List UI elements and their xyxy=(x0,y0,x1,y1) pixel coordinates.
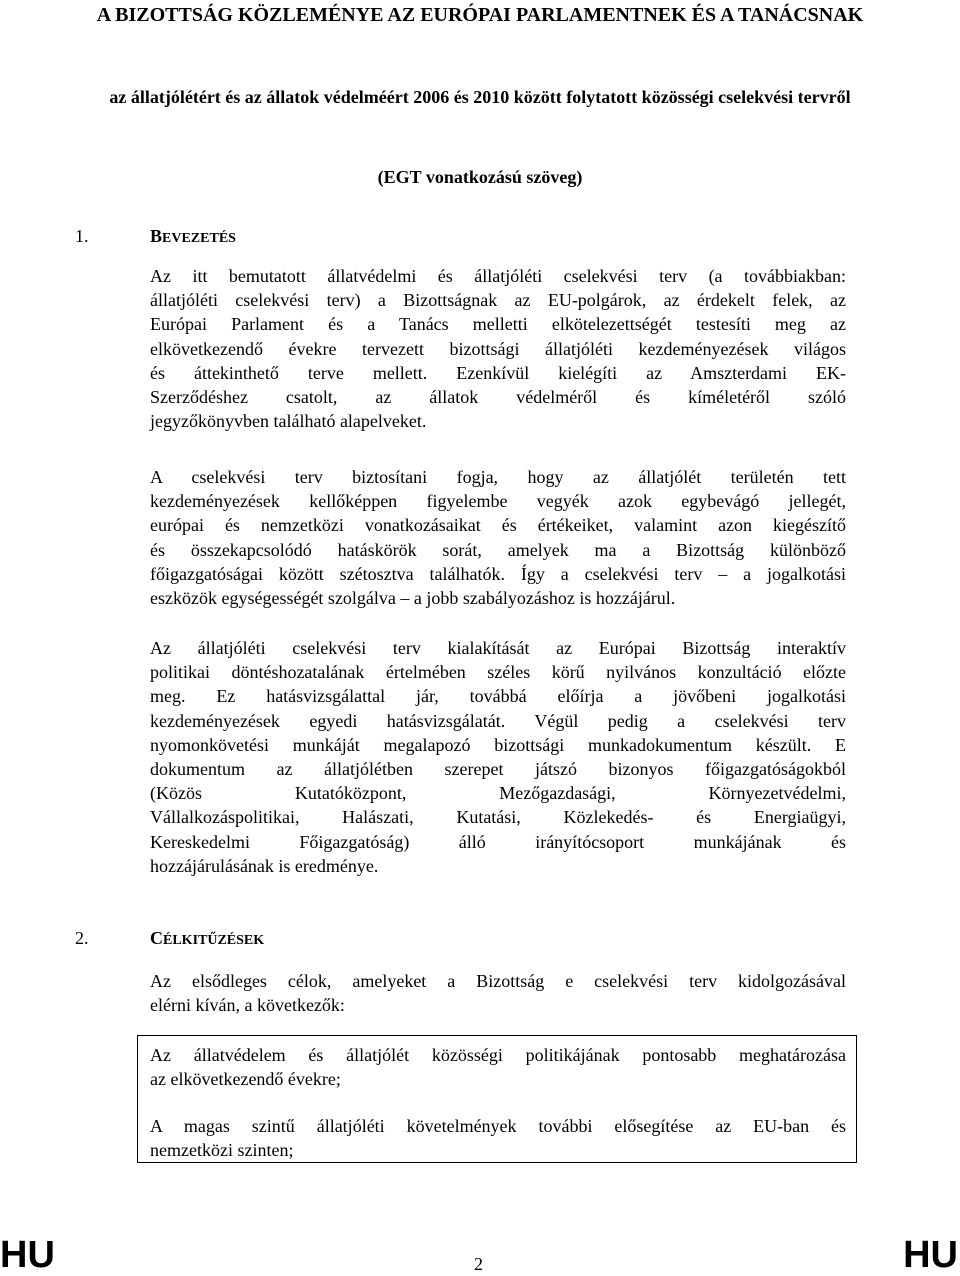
paragraph-line: A magas szintű állatjóléti követelmények további elősegítése az EU-ban és xyxy=(150,1116,846,1136)
section-1-heading xyxy=(150,224,236,251)
section-1-paragraph-2 xyxy=(150,465,846,610)
paragraph-line: Európai Parlament és a Tanács melletti elkötelezettségét testesíti meg az xyxy=(150,314,846,335)
section-1-heading-rest: EVEZETÉS xyxy=(162,231,236,246)
objective-item-2 xyxy=(150,1114,846,1162)
section-1-paragraph-1 xyxy=(150,264,846,433)
document-subtitle: az állatjólétért és az állatok védelméért 2006 és 2010 között folytatott közösségi cselekvési tervről xyxy=(109,87,851,107)
objective-item-1 xyxy=(150,1043,846,1091)
objectives-box xyxy=(137,1035,857,1163)
paragraph-line: politikai döntéshozatalának értelmében széles körű nyilvános konzultáció előzte xyxy=(150,662,846,683)
paragraph-line: Vállalkozáspolitikai, Halászati, Kutatási, Közlekedés- és Energiaügyi, xyxy=(150,807,846,828)
paragraph-line: A cselekvési terv biztosítani fogja, hogy az állatjólét területén tett xyxy=(150,467,846,487)
paragraph-line: Az állatjóléti cselekvési terv kialakítását az Európai Bizottság interaktív xyxy=(150,638,846,658)
paragraph-line: nemzetközi szinten; xyxy=(150,1140,294,1161)
section-1-paragraph-3 xyxy=(150,636,846,878)
section-2-heading-rest: ÉLKITŰZÉSEK xyxy=(163,933,265,948)
paragraph-line: hozzájárulásának is eredménye. xyxy=(150,855,379,876)
paragraph-line: (Közös Kutatóközpont, Mezőgazdasági, Környezetvédelmi, xyxy=(150,783,846,804)
document-title: A BIZOTTSÁG KÖZLEMÉNYE AZ EURÓPAI PARLAMENTNEK ÉS A TANÁCSNAK xyxy=(96,4,864,26)
footer-language-left: HU xyxy=(0,1234,55,1276)
paragraph-line: meg. Ez hatásvizsgálattal jár, továbbá előírja a jövőbeni jogalkotási xyxy=(150,686,846,707)
paragraph-line: állatjóléti cselekvési terv) a Bizottságnak az EU-polgárok, az érdekelt felek, az xyxy=(150,290,846,311)
section-2-heading-initial: C xyxy=(150,928,163,948)
paragraph-line: Szerződéshez csatolt, az állatok védelméről és kíméletéről szóló xyxy=(150,387,846,408)
paragraph-line: és összekapcsolódó hatáskörök sorát, amelyek ma a Bizottság különböző xyxy=(150,539,846,560)
page-number: 2 xyxy=(474,1254,483,1274)
paragraph-line: elkövetkezendő évekre tervezett bizottsági állatjóléti kezdeményezések világos xyxy=(150,338,846,359)
paragraph-line: Az elsődleges célok, amelyeket a Bizottság e cselekvési terv kidolgozásával xyxy=(150,971,846,991)
paragraph-line: Az itt bemutatott állatvédelmi és állatjóléti cselekvési terv (a továbbiakban: xyxy=(150,266,846,286)
paragraph-line: jegyzőkönyvben található alapelveket. xyxy=(150,411,427,432)
section-1-heading-initial: B xyxy=(150,226,163,246)
eea-note: (EGT vonatkozású szöveg) xyxy=(377,167,583,187)
section-2-intro xyxy=(150,969,846,1017)
section-2-heading xyxy=(150,926,264,953)
paragraph-line: európai és nemzetközi vonatkozásaikat és értékeiket, valamint azon kiegészítő xyxy=(150,515,846,536)
paragraph-line: főigazgatóságai között szétosztva találhatók. Így a cselekvési terv – a jogalkotási xyxy=(150,563,846,584)
paragraph-line: és áttekinthető terve mellett. Ezenkívül kielégíti az Amszterdami EK- xyxy=(150,362,846,383)
paragraph-line: az elkövetkezendő évekre; xyxy=(150,1069,341,1090)
paragraph-line: kezdeményezések egyedi hatásvizsgálatát. Végül pedig a cselekvési terv xyxy=(150,710,846,731)
paragraph-line: nyomonkövetési munkáját megalapozó bizottsági munkadokumentum készült. E xyxy=(150,734,846,755)
footer-language-right: HU xyxy=(903,1234,958,1276)
paragraph-line: eszközök egységességét szolgálva – a jobb szabályozáshoz is hozzájárul. xyxy=(150,588,676,609)
section-2-number: 2. xyxy=(75,928,89,948)
paragraph-line: elérni kíván, a következők: xyxy=(150,995,345,1016)
paragraph-line: Az állatvédelem és állatjólét közösségi politikájának pontosabb meghatározása xyxy=(150,1045,846,1065)
paragraph-line: kezdeményezések kellőképpen figyelembe vegyék azok egybevágó jellegét, xyxy=(150,491,846,512)
paragraph-line: dokumentum az állatjólétben szerepet játszó bizonyos főigazgatóságokból xyxy=(150,759,846,780)
paragraph-line: Kereskedelmi Főigazgatóság) álló irányítócsoport munkájának és xyxy=(150,831,846,852)
section-1-number: 1. xyxy=(75,226,89,246)
